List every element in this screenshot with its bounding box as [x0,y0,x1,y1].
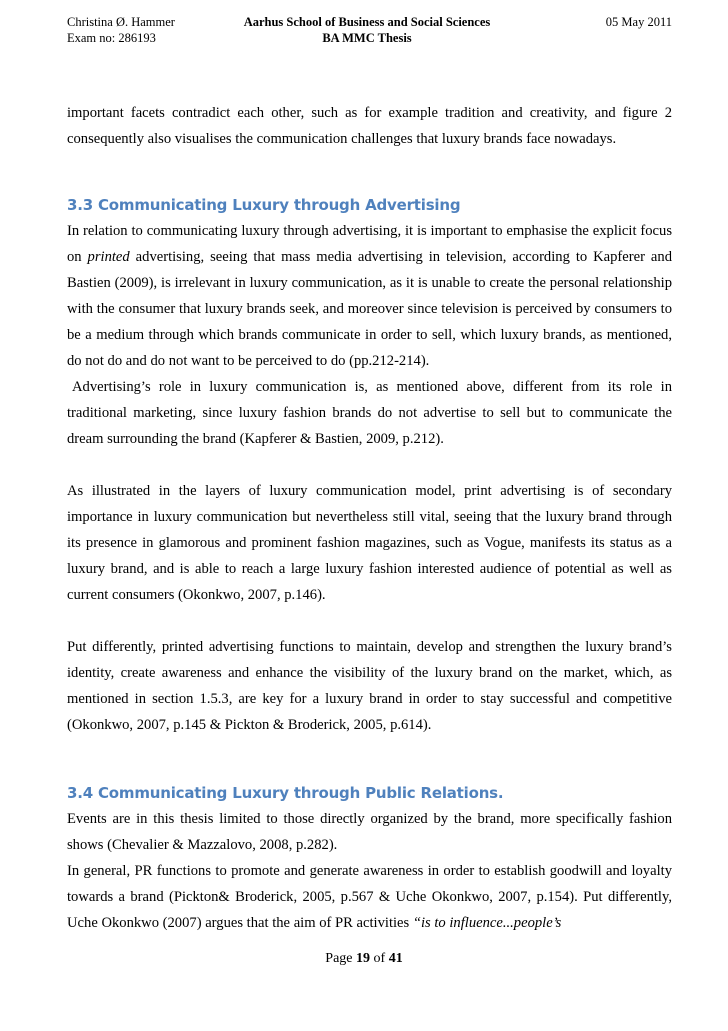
text-span: advertising, seeing that mass media advertising in television, according to Kapferer and Bastien (2009), is irrelevant in luxury communication, as it is unable to create the personal relationship with the consumer that luxury brands seek, and moreover since television is perceived by consumers to be a medium through which brands communicate in order to sell, which luxury brands, as mentioned, do not do and do not want to be perceived to do (pp.212-214). [67,249,672,369]
section-heading-3-4: 3.4 Communicating Luxury through Public Relations. [67,784,504,802]
header-date: 05 May 2011 [605,15,672,29]
text-span: In general, PR functions to promote and generate awareness in order to establish goodwill and loyalty towards a brand (Pickton& Broderick, 2005, p.567 & Uche Okonkwo, 2007, p.154). Put differently, Uche Okonkwo (2007) argues that the aim of PR activities [67,863,672,931]
author-name: Christina Ø. Hammer [67,15,175,29]
section-3-3-paragraph-1 [67,218,672,374]
emphasis-printed: printed [87,249,130,265]
header-right [606,14,672,30]
page-total: 41 [388,951,403,966]
page-current: 19 [356,951,371,966]
section-3-3-paragraph-3: As illustrated in the layers of luxury communication model, print advertising is of secondary importance in luxury communication but nevertheless still vital, seeing that the luxury brand through its presence in glamorous and prominent fashion magazines, such as Vogue, manifests its status as a luxury brand, and is able to reach a large luxury fashion interested audience of potential as well as current consumers (Okonkwo, 2007, p.146). [67,483,672,603]
section-3-3-paragraph-2: Advertising’s role in luxury communication is, as mentioned above, different from its role in traditional marketing, since luxury fashion brands do not advertise to sell but to communicate the dream surrounding the brand (Kapferer & Bastien, 2009, p.212). [67,379,672,447]
page-body [67,100,672,936]
header-center [227,14,507,46]
intro-paragraph: important facets contradict each other, such as for example tradition and creativity, and figure 2 consequently also visualises the communication challenges that luxury brands face nowadays. [67,105,672,147]
section-3-3-paragraph-4: Put differently, printed advertising functions to maintain, develop and strengthen the luxury brand’s identity, create awareness and enhance the visibility of the luxury brand on the market, which, as mentioned in section 1.5.3, are key for a luxury brand in order to stay successful and competitive (Okonkwo, 2007, p.145 & Pickton & Broderick, 2005, p.614). [67,639,672,733]
thesis-type: BA MMC Thesis [322,31,412,45]
section-3-4-paragraph-1: Events are in this thesis limited to those directly organized by the brand, more specifically fashion shows (Chevalier & Mazzalovo, 2008, p.282). [67,811,672,853]
section-3-4-paragraph-2 [67,858,672,936]
page-footer [0,950,728,968]
quote-emphasis: “is to influence...people’s [412,915,562,931]
exam-number: Exam no: 286193 [67,31,156,45]
page-label: Page [325,951,357,966]
page-header [67,14,672,50]
header-left [67,14,175,46]
institution-name: Aarhus School of Business and Social Sciences [243,15,491,29]
section-heading-3-3: 3.3 Communicating Luxury through Advertising [67,196,461,214]
page-of-label: of [370,951,389,966]
text-span: In relation to communicating luxury through advertising, it is important to emphasise the explicit focus on [67,223,672,265]
